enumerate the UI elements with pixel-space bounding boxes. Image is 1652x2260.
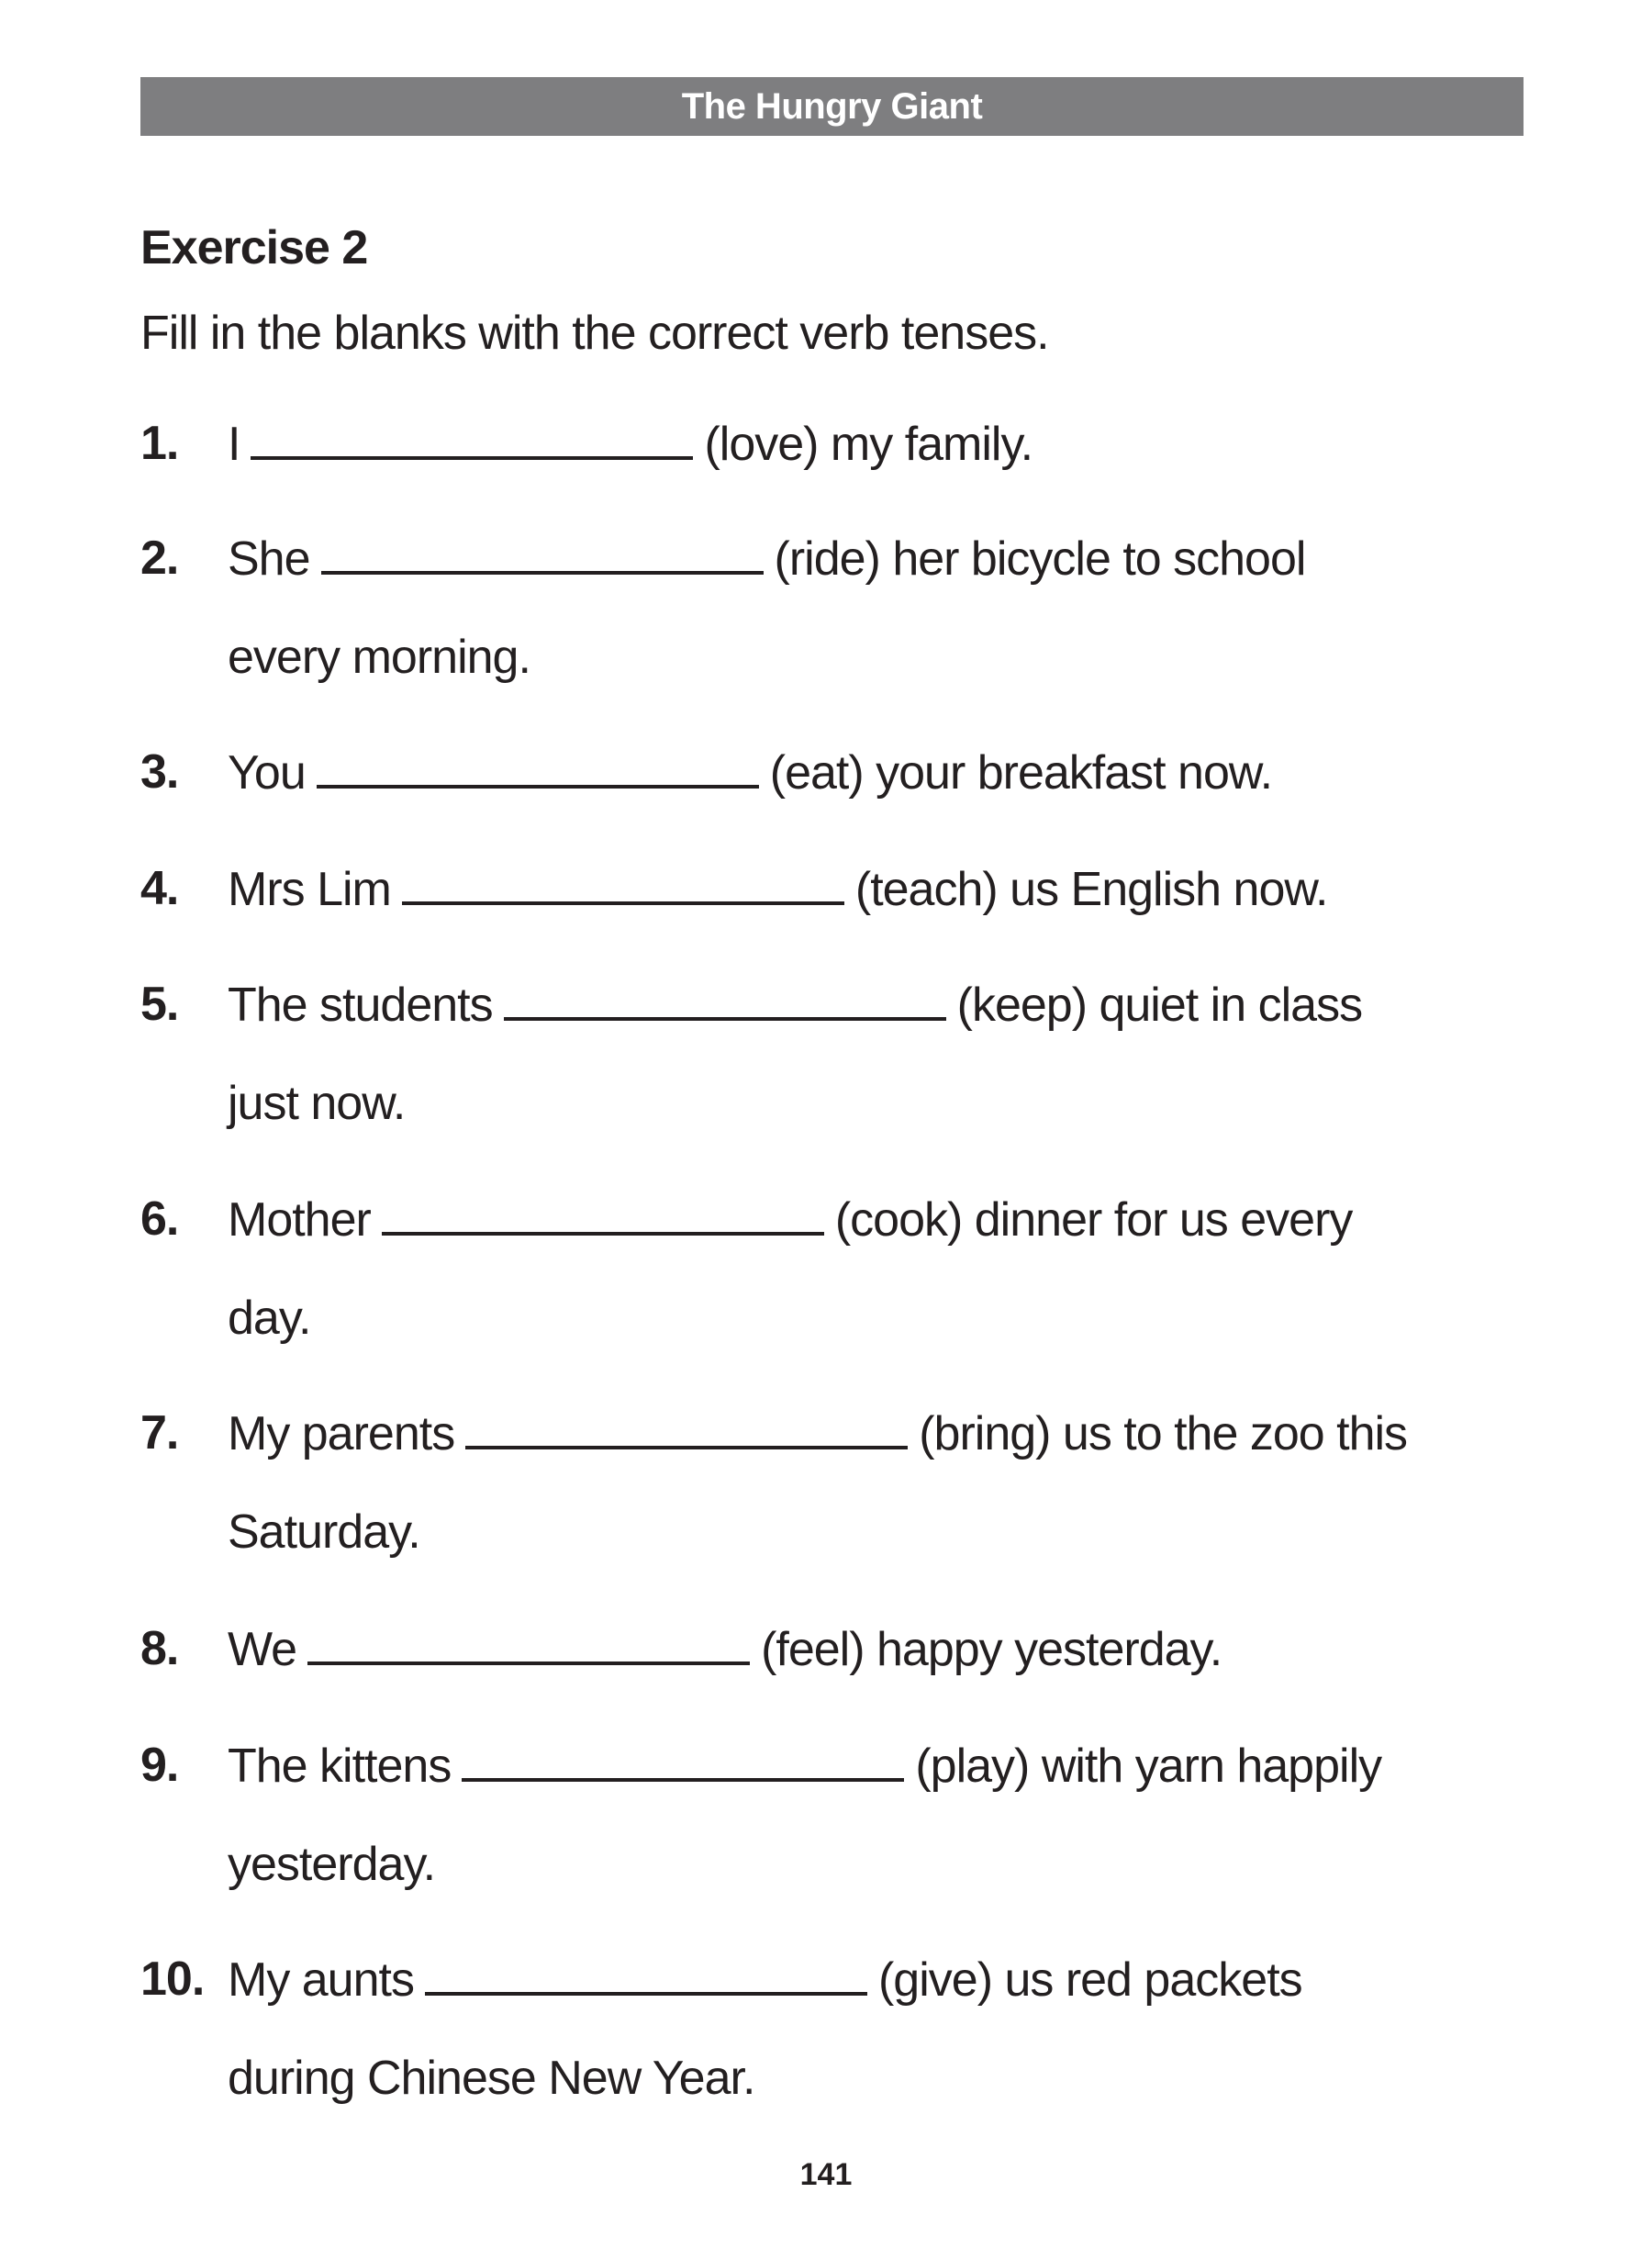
question-number: 1. [140,417,179,470]
question-prefix: My aunts [228,1953,414,2007]
question-prefix: The students [228,979,493,1032]
question-prefix: Mother [228,1193,371,1247]
question-suffix: (bring) us to the zoo this [919,1407,1408,1460]
answer-blank[interactable] [307,1621,750,1665]
answer-blank[interactable] [462,1738,904,1782]
answer-blank[interactable] [425,1952,867,1996]
exercise-title: Exercise 2 [140,221,368,274]
question-suffix: (eat) your breakfast now. [769,746,1273,800]
answer-blank[interactable] [504,977,946,1021]
header-title: The Hungry Giant [681,85,983,127]
question-suffix: (ride) her bicycle to school [774,532,1306,586]
question-number: 8. [140,1622,179,1675]
header-bar [140,77,1524,136]
question-suffix: (give) us red packets [877,1953,1302,2007]
question-number: 4. [140,862,179,915]
answer-blank[interactable] [465,1405,908,1449]
question-number: 7. [140,1406,179,1460]
question-continuation: just now. [228,1077,406,1130]
question-suffix: (teach) us English now. [854,863,1328,916]
question-number: 3. [140,745,179,799]
question-number: 2. [140,531,179,585]
question-continuation: every morning. [228,631,530,684]
question-number: 9. [140,1739,179,1792]
question-continuation: during Chinese New Year. [228,2052,755,2105]
question-prefix: She [228,532,310,586]
answer-blank[interactable] [402,861,844,905]
question-suffix: (play) with yarn happily [915,1740,1382,1793]
question-prefix: Mrs Lim [228,863,391,916]
question-suffix: (keep) quiet in class [956,979,1363,1032]
question-continuation: yesterday. [228,1838,436,1891]
question-continuation: day. [228,1292,311,1345]
question-number: 10. [140,1952,205,2006]
question-prefix: We [228,1623,297,1676]
question-number: 6. [140,1192,179,1246]
question-prefix: You [228,746,306,800]
question-suffix: (feel) happy yesterday. [761,1623,1222,1676]
question-suffix: (cook) dinner for us every [834,1193,1353,1247]
exercise-instruction: Fill in the blanks with the correct verb tenses. [140,307,1049,360]
question-suffix: (love) my family. [704,418,1033,471]
question-prefix: I [228,418,240,471]
question-number: 5. [140,978,179,1031]
page-number: 141 [799,2157,853,2192]
question-continuation: Saturday. [228,1505,420,1559]
answer-blank[interactable] [382,1192,824,1236]
question-prefix: The kittens [228,1740,452,1793]
answer-blank[interactable] [251,416,693,460]
question-prefix: My parents [228,1407,455,1460]
answer-blank[interactable] [317,744,759,789]
answer-blank[interactable] [321,531,764,575]
